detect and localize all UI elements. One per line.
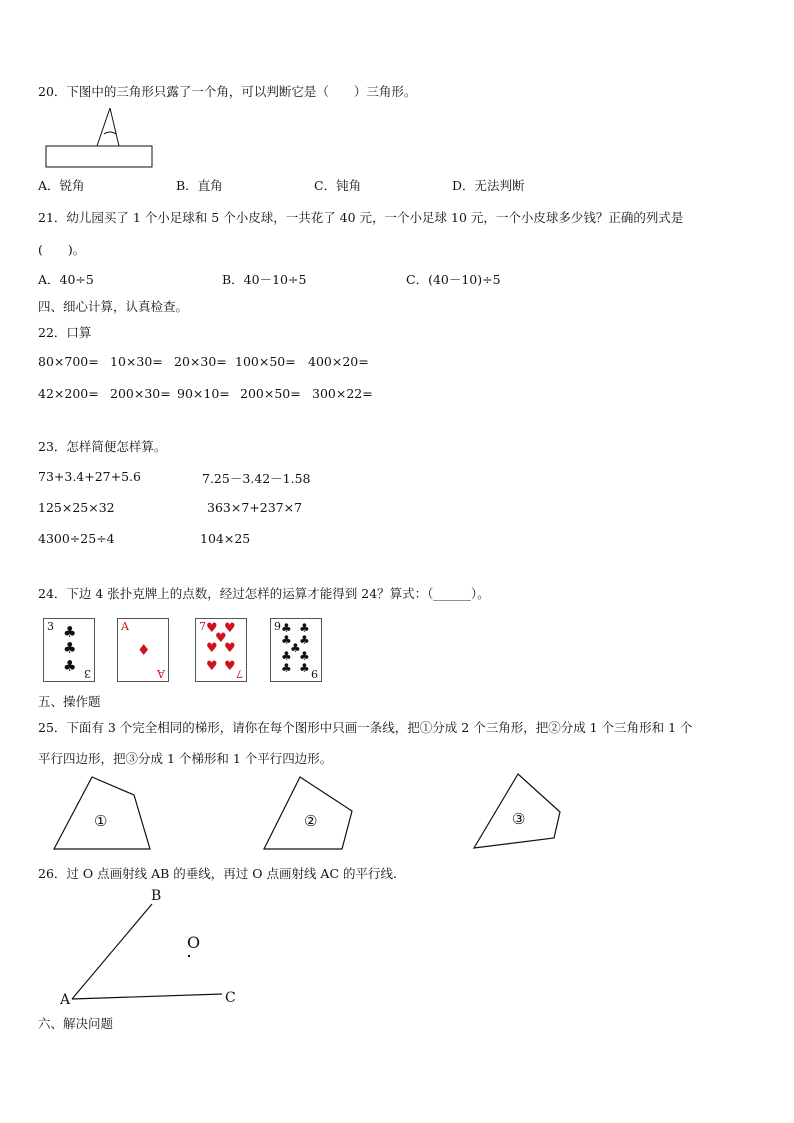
question-25-line1: 25．下面有 3 个完全相同的梯形，请你在每个图形中只画一条线，把①分成 2 个三角形，把②分成 1 个三角形和 1 个	[38, 720, 693, 735]
club-icon: ♣	[281, 649, 292, 663]
q23-item3: 125×25×32	[38, 500, 115, 515]
card-rank-bottom: 7	[236, 667, 243, 680]
heart-icon: ♥	[206, 641, 218, 656]
trapezoid-2-label: ②	[304, 812, 318, 830]
club-icon: ♣	[299, 661, 310, 675]
q21-option-b: B．40－10÷5	[222, 272, 307, 287]
q22-row1-item4: 100×50=	[235, 354, 296, 369]
q21-option-a: A．40÷5	[38, 272, 94, 287]
card-rank-top: 7	[199, 620, 206, 633]
q21-option-c: C．(40－10)÷5	[406, 272, 501, 287]
q20-option-a: A．锐角	[38, 178, 85, 193]
q23-item5: 4300÷25÷4	[38, 531, 115, 546]
card-rank-top: 3	[47, 620, 54, 633]
q20-option-b: B．直角	[176, 178, 223, 193]
q23-item2: 7.25－3.42－1.58	[202, 471, 311, 486]
q22-row1-item1: 80×700=	[38, 354, 99, 369]
q22-row1-item5: 400×20=	[308, 354, 369, 369]
card-rank-bottom: 3	[84, 667, 91, 680]
q22-row1-item3: 20×30=	[174, 354, 227, 369]
trapezoid-3-label: ③	[512, 810, 526, 828]
card-rank-bottom: 9	[311, 667, 318, 680]
q22-row2-item5: 300×22=	[312, 386, 373, 401]
q23-item6: 104×25	[200, 531, 251, 546]
heart-icon: ♥	[224, 621, 236, 636]
heart-icon: ♥	[206, 659, 218, 674]
club-icon: ♣	[281, 633, 292, 647]
playing-card-ace-diamonds	[117, 618, 169, 682]
section-5-heading: 五、操作题	[38, 694, 101, 709]
heart-icon: ♥	[224, 659, 236, 674]
q22-row1-item2: 10×30=	[110, 354, 163, 369]
question-24-text: 24．下边 4 张扑克牌上的点数，经过怎样的运算才能得到 24？算式：（______）。	[38, 586, 490, 601]
heart-icon: ♥	[224, 641, 236, 656]
point-b-label: B	[151, 888, 162, 904]
question-25-line2: 平行四边形，把③分成 1 个梯形和 1 个平行四边形。	[38, 751, 333, 766]
club-icon: ♣	[63, 639, 77, 657]
club-icon: ♣	[63, 623, 77, 641]
card-rank-bottom: A	[157, 667, 165, 680]
heart-icon: ♥	[206, 621, 218, 636]
playing-card-7-hearts	[195, 618, 247, 682]
hidden-triangle-figure	[40, 104, 160, 170]
question-26-text: 26．过 O 点画射线 AB 的垂线，再过 O 点画射线 AC 的平行线．	[38, 866, 406, 881]
question-21-line2: ( )。	[38, 242, 86, 257]
playing-card-9-clubs	[270, 618, 322, 682]
club-icon: ♣	[299, 633, 310, 647]
q20-option-d: D．无法判断	[452, 178, 525, 193]
club-icon: ♣	[299, 621, 310, 635]
club-icon: ♣	[290, 641, 301, 655]
trapezoid-1	[50, 775, 170, 855]
q22-row2-item3: 90×10=	[177, 386, 230, 401]
trapezoid-1-label: ①	[94, 812, 108, 830]
question-22-title: 22．口算	[38, 325, 92, 340]
diamond-icon: ♦	[137, 641, 151, 659]
point-c-label: C	[225, 990, 236, 1006]
point-o-label: O	[187, 933, 201, 952]
section-4-heading: 四、细心计算，认真检查。	[38, 299, 189, 314]
club-icon: ♣	[299, 649, 310, 663]
playing-card-3-clubs	[43, 618, 95, 682]
q23-item1: 73+3.4+27+5.6	[38, 469, 141, 484]
question-23-title: 23．怎样简便怎样算。	[38, 439, 167, 454]
question-20-text: 20．下图中的三角形只露了一个角，可以判断它是（ ）三角形。	[38, 84, 417, 99]
q23-item4: 363×7+237×7	[207, 500, 303, 515]
section-6-heading: 六、解决问题	[38, 1016, 114, 1031]
club-icon: ♣	[63, 657, 77, 675]
q22-row2-item4: 200×50=	[240, 386, 301, 401]
rays-figure	[60, 890, 240, 1010]
q22-row2-item1: 42×200=	[38, 386, 99, 401]
club-icon: ♣	[281, 661, 292, 675]
question-21-line1: 21．幼儿园买了 1 个小足球和 5 个小皮球，一共花了 40 元，一个小足球 10 元，一个小皮球多少钱？正确的列式是	[38, 210, 684, 225]
q20-option-c: C．钝角	[314, 178, 362, 193]
point-a-label: A	[60, 992, 71, 1008]
card-rank-top: 9	[274, 620, 281, 633]
card-rank-top: A	[121, 620, 129, 633]
heart-icon: ♥	[215, 631, 227, 646]
q22-row2-item2: 200×30=	[110, 386, 171, 401]
club-icon: ♣	[281, 621, 292, 635]
